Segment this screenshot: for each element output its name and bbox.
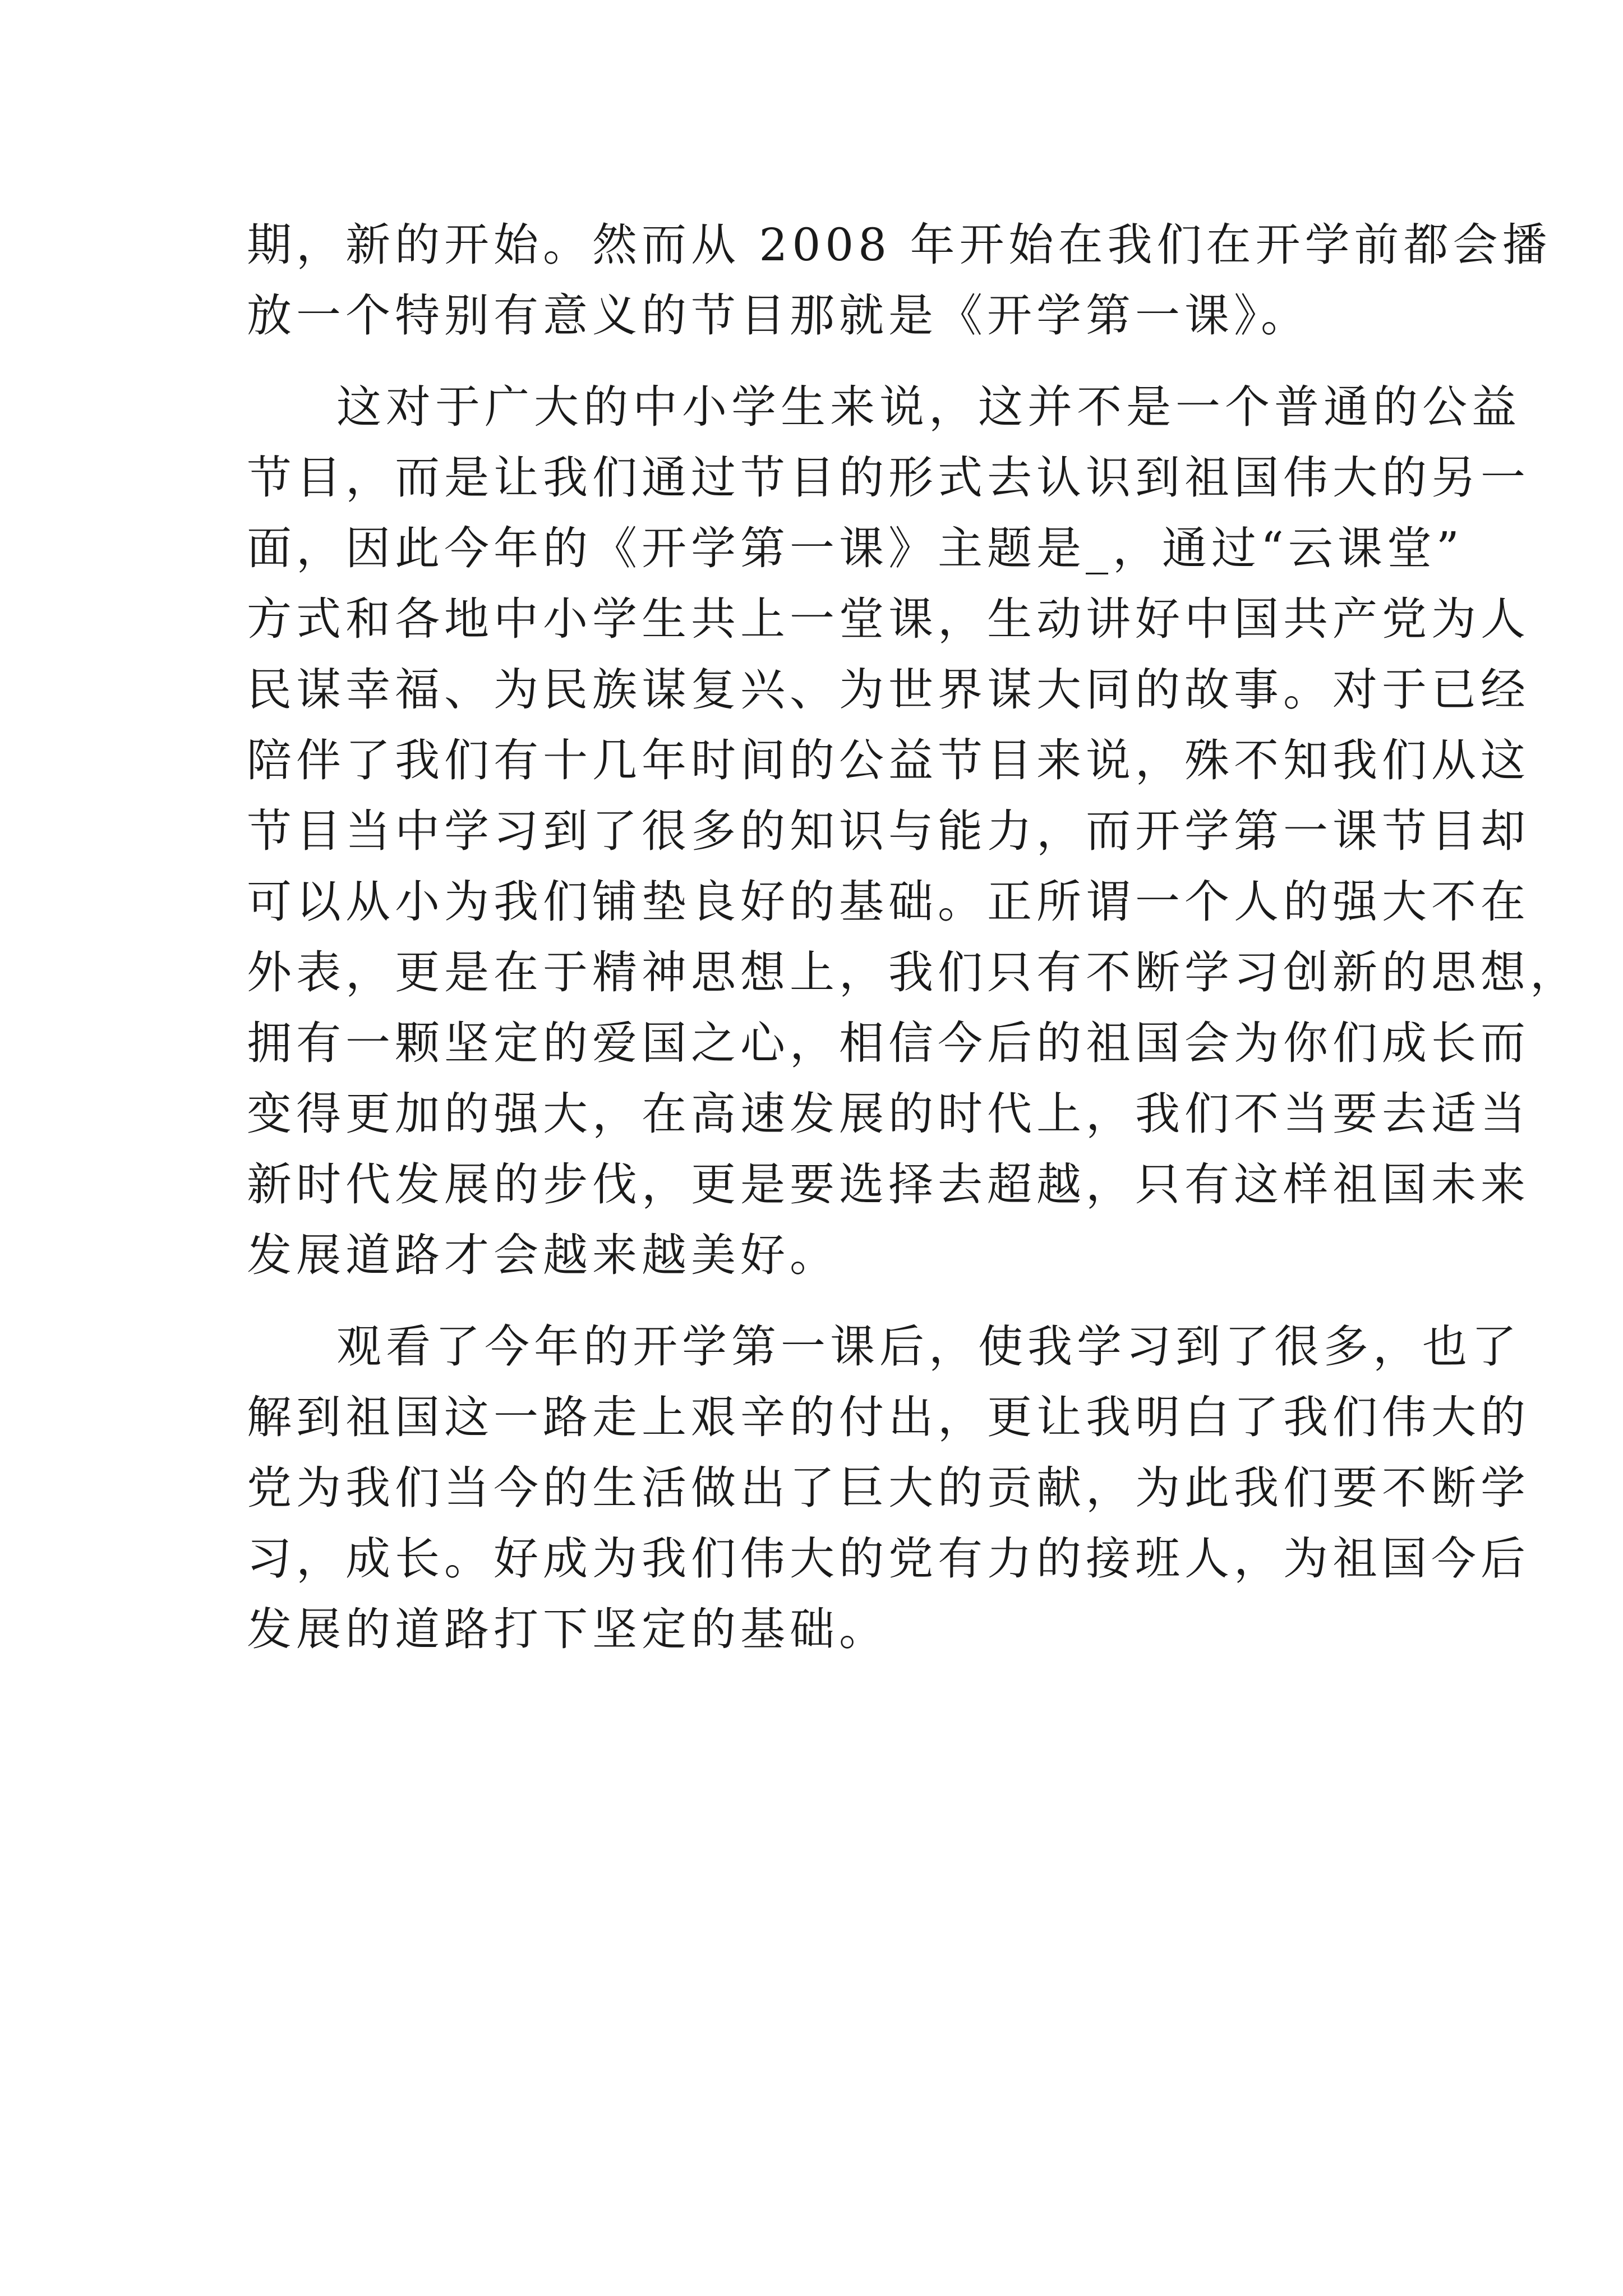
- text-line: 解到祖国这一路走上艰辛的付出，更让我明白了我们伟大的: [247, 1391, 1530, 1443]
- text-line: 观看了今年的开学第一课后，使我学习到了很多，也了: [336, 1320, 1521, 1373]
- paragraph-gap: [247, 1291, 1393, 1312]
- text-line: 习，成长。好成为我们伟大的党有力的接班人，为祖国今后: [247, 1533, 1530, 1585]
- text-line: 方式和各地中小学生共上一堂课，生动讲好中国共产党为人: [247, 593, 1530, 645]
- text-line: 民谋幸福、为民族谋复兴、为世界谋大同的故事。对于已经: [247, 664, 1530, 716]
- text-line: 党为我们当今的生活做出了巨大的贡献，为此我们要不断学: [247, 1462, 1530, 1514]
- text-line: 外表，更是在于精神思想上，我们只有不断学习创新的思想，: [247, 946, 1579, 999]
- text-line: 新时代发展的步伐，更是要选择去超越，只有这样祖国未来: [247, 1158, 1530, 1211]
- text-line: 可以从小为我们铺垫良好的基础。正所谓一个人的强大不在: [247, 876, 1530, 928]
- text-line: 发展的道路打下坚定的基础。: [247, 1603, 888, 1655]
- text-line: 发展道路才会越来越美好。: [247, 1229, 839, 1281]
- text-line: 期，新的开始。然而从 2008 年开始在我们在开学前都会播: [247, 219, 1552, 271]
- paragraph-gap: [247, 351, 1393, 372]
- text-line: 陪伴了我们有十几年时间的公益节目来说，殊不知我们从这: [247, 734, 1530, 786]
- text-line: 放一个特别有意义的节目那就是《开学第一课》。: [247, 289, 1310, 342]
- text-line: 拥有一颗坚定的爱国之心，相信今后的祖国会为你们成长而: [247, 1017, 1530, 1069]
- text-line: 节目，而是让我们通过节目的形式去认识到祖国伟大的另一: [247, 452, 1530, 504]
- text-line: 变得更加的强大，在高速发展的时代上，我们不当要去适当: [247, 1088, 1530, 1140]
- text-line: 节目当中学习到了很多的知识与能力，而开学第一课节目却: [247, 805, 1530, 857]
- text-line: 面，因此今年的《开学第一课》主题是_，通过“云课堂”: [247, 522, 1464, 574]
- body-text: [247, 210, 1579, 1665]
- text-line: 这对于广大的中小学生来说，这并不是一个普通的公益: [336, 381, 1521, 433]
